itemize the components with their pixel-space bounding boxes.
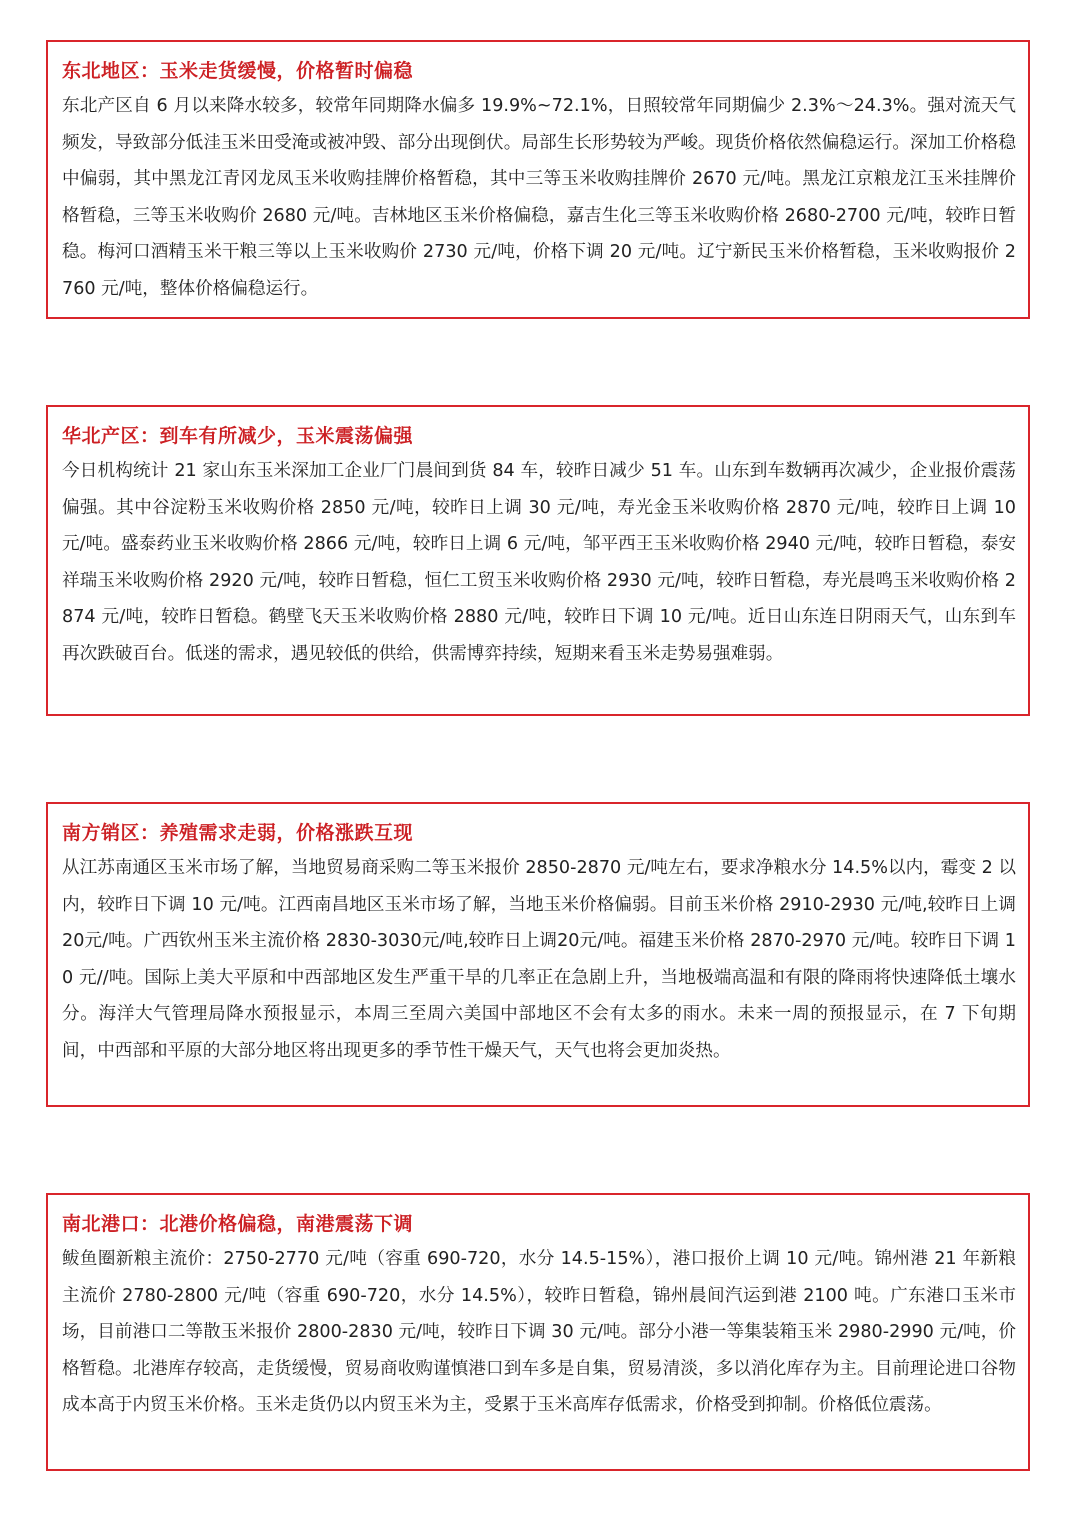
section-body: 东北产区自 6 月以来降水较多，较常年同期降水偏多 19.9%~72.1%，日照较常年同期偏少 2.3%～24.3%。强对流天气频发，导致部分低洼玉米田受淹或被冲毁、部分出现倒伏。局部生长形势较为严峻。现货价格依然偏稳运行。深加工价格稳中偏弱，其中黑龙江青冈龙凤玉米收购挂牌价格暂稳，其中三等玉米收购挂牌价 2670 元/吨。黑龙江京粮龙江玉米挂牌价格暂稳，三等玉米收购价 2680 元/吨。吉林地区玉米价格偏稳，嘉吉生化三等玉米收购价格 2680-2700 元/吨，较昨日暂稳。梅河口酒精玉米干粮三等以上玉米收购价 2730 元/吨，价格下调 20 元/吨。辽宁新民玉米价格暂稳，玉米收购报价 2760 元/吨，整体价格偏稳运行。: [62, 96, 1016, 299]
section-south: [46, 802, 1030, 1107]
section-body: 从江苏南通区玉米市场了解，当地贸易商采购二等玉米报价 2850-2870 元/吨左右，要求净粮水分 14.5%以内，霉变 2 以内，较昨日下调 10 元/吨。江西南昌地区玉米市场了解，当地玉米价格偏弱。目前玉米价格 2910-2930 元/吨,较昨日上调20元/吨。广西钦州玉米主流价格 2830-3030元/吨,较昨日上调20元/吨。福建玉米价格 2870-2970 元/吨。较昨日下调 10 元//吨。国际上美大平原和中西部地区发生严重干旱的几率正在急剧上升，当地极端高温和有限的降雨将快速降低土壤水分。海洋大气管理局降水预报显示，本周三至周六美国中部地区不会有太多的雨水。未来一周的预报显示，在 7 下旬期间，中西部和平原的大部分地区将出现更多的季节性干燥天气，天气也将会更加炎热。: [62, 858, 1016, 1061]
section-body: 今日机构统计 21 家山东玉米深加工企业厂门晨间到货 84 车，较昨日减少 51 车。山东到车数辆再次减少，企业报价震荡偏强。其中谷淀粉玉米收购价格 2850 元/吨，较昨日上调 30 元/吨，寿光金玉米收购价格 2870 元/吨，较昨日上调 10 元/吨。盛泰药业玉米收购价格 2866 元/吨，较昨日上调 6 元/吨，邹平西王玉米收购价格 2940 元/吨，较昨日暂稳，泰安祥瑞玉米收购价格 2920 元/吨，较昨日暂稳，恒仁工贸玉米收购价格 2930 元/吨，较昨日暂稳，寿光晨鸣玉米收购价格 2874 元/吨，较昨日暂稳。鹤壁飞天玉米收购价格 2880 元/吨，较昨日下调 10 元/吨。近日山东连日阴雨天气，山东到车再次跌破百台。低迷的需求，遇见较低的供给，供需博弈持续，短期来看玉米走势易强难弱。: [62, 461, 1016, 664]
section-northeast: [46, 40, 1030, 319]
section-north-china: [46, 405, 1030, 716]
section-body: 鲅鱼圈新粮主流价：2750-2770 元/吨（容重 690-720，水分 14.5-15%），港口报价上调 10 元/吨。锦州港 21 年新粮主流价 2780-2800 元/吨（容重 690-720，水分 14.5%），较昨日暂稳，锦州晨间汽运到港 2100 吨。广东港口玉米市场，目前港口二等散玉米报价 2800-2830 元/吨，较昨日下调 30 元/吨。部分小港一等集装箱玉米 2980-2990 元/吨，价格暂稳。北港库存较高，走货缓慢，贸易商收购谨慎港口到车多是自集，贸易清淡，多以消化库存为主。目前理论进口谷物成本高于内贸玉米价格。玉米走货仍以内贸玉米为主，受累于玉米高库存低需求，价格受到抑制。价格低位震荡。: [62, 1249, 1016, 1415]
section-title: 东北地区：玉米走货缓慢，价格暂时偏稳: [62, 60, 414, 82]
section-title: 南北港口：北港价格偏稳，南港震荡下调: [62, 1213, 414, 1235]
section-title: 南方销区：养殖需求走弱，价格涨跌互现: [62, 822, 414, 844]
section-ports: [46, 1193, 1030, 1471]
section-title: 华北产区：到车有所减少，玉米震荡偏强: [62, 425, 414, 447]
